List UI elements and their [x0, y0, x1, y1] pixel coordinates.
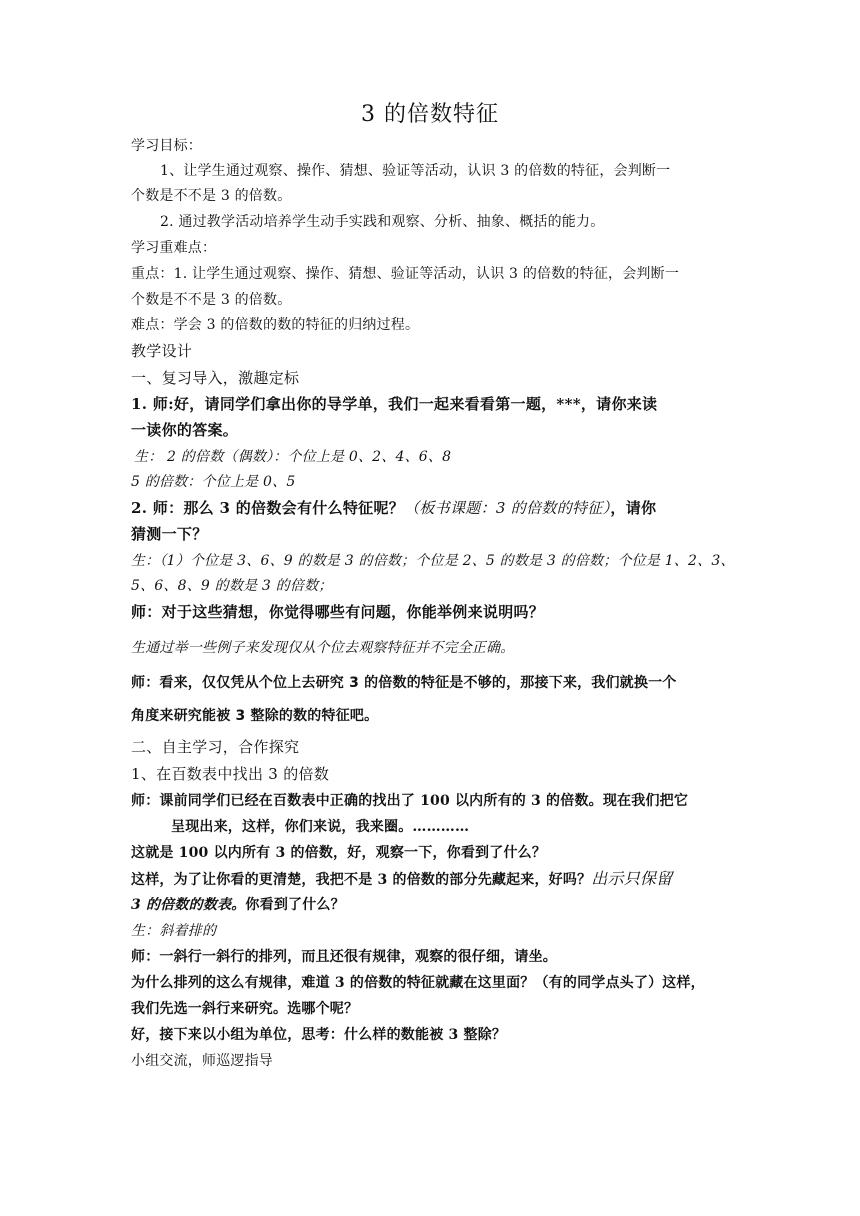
teacher-line-2: 这就是 100 以内所有 3 的倍数，好，观察一下，你看到了什么？ [131, 845, 547, 861]
objectives-heading: 学习目标： [131, 138, 202, 154]
teacher-question-2-line-2: 猜测一下？ [131, 525, 208, 543]
difficulty-line: 难点：学会 3 的倍数的数的特征的归纳过程。 [131, 317, 420, 333]
student-answer-2-line-1: 生：（1）个位是 3、6、9 的数是 3 的倍数；个位是 2、5 的数是 3 的倍数；个位是 1、2、3、 [131, 553, 735, 569]
teacher-question-2-line-1 [131, 498, 656, 518]
blackboard-title-note: （板书课题：3 的倍数的特征） [404, 499, 611, 517]
teacher-line-3 [131, 869, 672, 890]
teacher-question-1-line-1: 1. 师:好，请同学们拿出你的导学单，我们一起来看看第一题，***，请你来读 [131, 395, 658, 413]
teacher-transition-line-1: 师：看来，仅仅凭从个位上去研究 3 的倍数的特征是不够的，那接下来，我们就换一个 [131, 675, 677, 691]
teacher-line-5-part-1: 为什么排列的这么有规律，难道 3 的倍数的特征就藏在这里面？（有的同学点头了）这样， [131, 975, 705, 991]
student-answer-3: 生：斜着排的 [131, 923, 217, 939]
student-answer-2-line-2: 5、6、8、9 的数是 3 的倍数； [131, 578, 333, 594]
teacher-line-6: 好，接下来以小组为单位，思考：什么样的数能被 3 整除？ [131, 1027, 507, 1043]
design-heading: 教学设计 [131, 342, 193, 360]
teacher-line-4: 师：一斜行一斜行的排列，而且还很有规律，观察的很仔细，请坐。 [131, 949, 557, 965]
section-2-heading: 二、自主学习，合作探究 [131, 738, 300, 756]
teacher-line-3-note-continued: 3 的倍数的数表。 [131, 897, 246, 913]
teacher-line-3-question: 你看到了什么？ [245, 897, 345, 913]
teacher-transition-line-2: 角度来研究能被 3 整除的数的特征吧。 [131, 708, 379, 724]
section-2-sub-1: 1、在百数表中找出 3 的倍数 [131, 765, 330, 783]
teacher-question-2-suffix: ，请你 [610, 499, 657, 517]
teacher-line-3-note: 出示只保留 [591, 869, 673, 888]
teacher-line-3-text: 这样，为了让你看的更清楚，我把不是 3 的倍数的部分先藏起来，好吗？ [131, 872, 592, 888]
teacher-line-3-continued [131, 895, 345, 915]
student-answer-1-line-1: 生： 2 的倍数（偶数）：个位上是 0、2、4、6、8 [134, 449, 452, 465]
teacher-line-1-continued: 呈现出来，这样，你们来说，我来圈。………… [171, 819, 470, 835]
teacher-question-3: 师：对于这些猜想，你觉得哪些有问题，你能举例来说明吗？ [131, 603, 545, 621]
document-title: 3 的倍数特征 [361, 102, 499, 127]
teacher-question-1-line-2: 一读你的答案。 [131, 421, 239, 439]
teacher-question-2-prefix: 2. 师：那么 3 的倍数会有什么特征呢？ [131, 499, 405, 517]
focus-line-1: 重点：1. 让学生通过观察、操作、猜想、验证等活动，认识 3 的倍数的特征，会判断一 [131, 266, 680, 282]
objective-2: 2. 通过教学活动培养学生动手实践和观察、分析、抽象、概括的能力。 [160, 214, 605, 230]
objective-1-line-1: 1、让学生通过观察、操作、猜想、验证等活动，认识 3 的倍数的特征，会判断一 [160, 163, 671, 179]
objective-1-line-2: 个数是不不是 3 的倍数。 [131, 188, 292, 204]
group-discussion-note: 小组交流，师巡逻指导 [131, 1053, 273, 1069]
section-1-heading: 一、复习导入，激趣定标 [131, 369, 300, 387]
student-observation: 生通过举一些例子来发现仅从个位去观察特征并不完全正确。 [131, 640, 515, 656]
teacher-line-1: 师：课前同学们已经在百数表中正确的找出了 100 以内所有的 3 的倍数。现在我们把它 [131, 793, 689, 809]
focus-line-2: 个数是不不是 3 的倍数。 [131, 292, 292, 308]
teacher-line-5-part-2: 我们先选一斜行来研究。选哪个呢？ [131, 1001, 359, 1017]
student-answer-1-line-2: 5 的倍数：个位上是 0、5 [131, 474, 296, 490]
key-points-heading: 学习重难点： [131, 240, 217, 256]
